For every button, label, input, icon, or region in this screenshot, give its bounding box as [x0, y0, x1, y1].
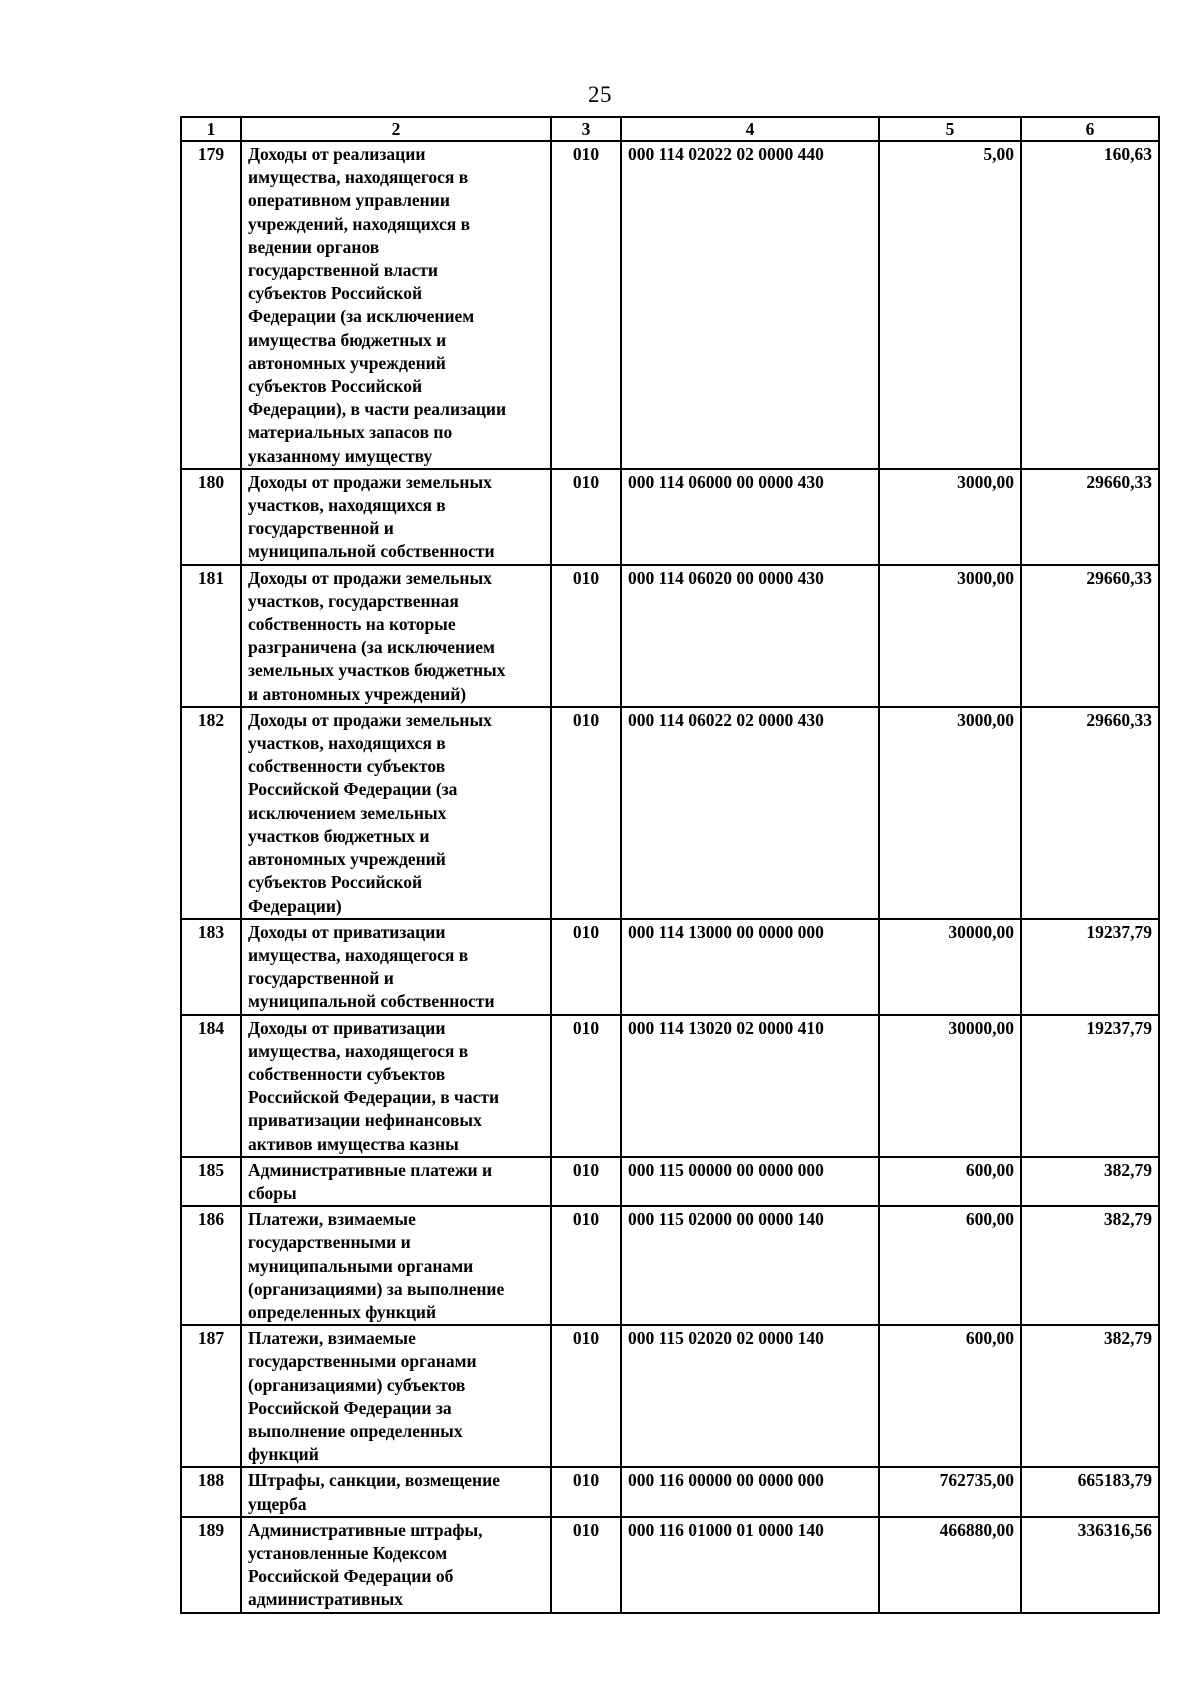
budget-classification-code-cell: 000 115 02020 02 0000 140	[621, 1325, 879, 1467]
revenue-name-line: Платежи, взимаемые	[248, 1209, 416, 1230]
budget-classification-code-cell: 000 116 01000 01 0000 140	[621, 1517, 879, 1613]
revenue-name-line: учреждений, находящихся в	[248, 213, 471, 234]
administrator-code-cell: 010	[551, 1157, 621, 1206]
revenue-name-line: имущества бюджетных и	[248, 329, 447, 350]
budget-classification-code-cell: 000 114 13020 02 0000 410	[621, 1015, 879, 1157]
revenue-name-line: государственной и	[248, 968, 394, 989]
table-row	[181, 1517, 1159, 1613]
revenue-name-line: и автономных учреждений)	[248, 683, 467, 704]
column-header: 2	[241, 117, 551, 141]
actual-amount-cell: 665183,79	[1021, 1467, 1159, 1516]
table-row	[181, 1157, 1159, 1206]
row-number-cell: 182	[181, 707, 241, 919]
revenue-name-line: автономных учреждений	[248, 849, 446, 870]
budget-classification-code-cell: 000 115 02000 00 0000 140	[621, 1206, 879, 1325]
administrator-code-cell: 010	[551, 141, 621, 469]
actual-amount-cell: 29660,33	[1021, 565, 1159, 707]
administrator-code-cell: 010	[551, 565, 621, 707]
revenue-name-cell	[241, 1325, 551, 1467]
actual-amount-cell: 382,79	[1021, 1325, 1159, 1467]
table-body	[181, 141, 1159, 1613]
revenue-name-line: административных	[248, 1589, 404, 1610]
revenue-name-line: государственной власти	[248, 260, 438, 281]
revenue-name-line: указанному имуществу	[248, 445, 433, 466]
revenue-name-line: Штрафы, санкции, возмещение	[248, 1470, 500, 1491]
table-row	[181, 141, 1159, 469]
administrator-code-cell: 010	[551, 919, 621, 1015]
row-number-cell: 187	[181, 1325, 241, 1467]
revenue-name-line: участков бюджетных и	[248, 825, 430, 846]
table-row	[181, 565, 1159, 707]
budget-classification-code-cell: 000 114 13000 00 0000 000	[621, 919, 879, 1015]
revenue-name-line: установленные Кодексом	[248, 1542, 448, 1563]
revenue-name-line: ведении органов	[248, 236, 380, 257]
revenue-name-line: Федерации)	[248, 895, 342, 916]
revenue-name-line: Федерации (за исключением	[248, 306, 475, 327]
row-number-cell: 181	[181, 565, 241, 707]
planned-amount-cell: 600,00	[879, 1206, 1021, 1325]
actual-amount-cell: 336316,56	[1021, 1517, 1159, 1613]
revenue-name-line: приватизации нефинансовых	[248, 1110, 482, 1131]
revenue-name-line: Доходы от продажи земельных	[248, 471, 492, 492]
row-number-cell: 186	[181, 1206, 241, 1325]
actual-amount-cell: 382,79	[1021, 1157, 1159, 1206]
revenue-name-line: выполнение определенных	[248, 1420, 463, 1441]
revenue-name-line: определенных функций	[248, 1301, 437, 1322]
revenue-name-line: муниципальной собственности	[248, 541, 495, 562]
budget-classification-code-cell: 000 114 06020 00 0000 430	[621, 565, 879, 707]
revenue-name-cell	[241, 707, 551, 919]
administrator-code-cell: 010	[551, 469, 621, 565]
revenue-name-line: Российской Федерации об	[248, 1566, 454, 1587]
revenue-name-cell	[241, 141, 551, 469]
administrator-code-cell: 010	[551, 707, 621, 919]
revenue-name-line: исключением земельных	[248, 802, 447, 823]
revenue-name-cell	[241, 1206, 551, 1325]
revenue-name-line: собственности субъектов	[248, 1063, 446, 1084]
column-number-header-row	[181, 117, 1159, 141]
actual-amount-cell: 29660,33	[1021, 707, 1159, 919]
revenue-name-cell	[241, 469, 551, 565]
planned-amount-cell: 3000,00	[879, 565, 1021, 707]
table-row	[181, 1325, 1159, 1467]
revenue-name-line: участков, находящихся в	[248, 495, 446, 516]
row-number-cell: 179	[181, 141, 241, 469]
revenue-name-line: оперативном управлении	[248, 190, 450, 211]
revenue-name-line: государственной и	[248, 518, 394, 539]
revenue-name-cell	[241, 1517, 551, 1613]
planned-amount-cell: 3000,00	[879, 469, 1021, 565]
actual-amount-cell: 29660,33	[1021, 469, 1159, 565]
revenue-name-line: активов имущества казны	[248, 1133, 459, 1154]
actual-amount-cell: 160,63	[1021, 141, 1159, 469]
table-row	[181, 919, 1159, 1015]
revenue-name-line: Российской Федерации (за	[248, 779, 458, 800]
row-number-cell: 180	[181, 469, 241, 565]
planned-amount-cell: 600,00	[879, 1157, 1021, 1206]
planned-amount-cell: 466880,00	[879, 1517, 1021, 1613]
revenue-name-cell	[241, 1015, 551, 1157]
row-number-cell: 184	[181, 1015, 241, 1157]
column-header: 4	[621, 117, 879, 141]
revenue-name-line: (организациями) субъектов	[248, 1374, 466, 1395]
planned-amount-cell: 3000,00	[879, 707, 1021, 919]
revenue-name-line: Доходы от продажи земельных	[248, 709, 492, 730]
budget-classification-code-cell: 000 114 06000 00 0000 430	[621, 469, 879, 565]
revenue-name-line: Российской Федерации за	[248, 1397, 452, 1418]
column-header: 1	[181, 117, 241, 141]
revenue-name-line: муниципальными органами	[248, 1255, 474, 1276]
revenue-name-line: (организациями) за выполнение	[248, 1278, 505, 1299]
row-number-cell: 185	[181, 1157, 241, 1206]
revenue-name-line: собственность на которые	[248, 614, 456, 635]
revenue-name-line: государственными и	[248, 1232, 411, 1253]
revenue-name-line: участков, находящихся в	[248, 733, 446, 754]
budget-classification-code-cell: 000 116 00000 00 0000 000	[621, 1467, 879, 1516]
planned-amount-cell: 30000,00	[879, 919, 1021, 1015]
planned-amount-cell: 30000,00	[879, 1015, 1021, 1157]
revenue-name-cell	[241, 919, 551, 1015]
budget-classification-code-cell: 000 114 06022 02 0000 430	[621, 707, 879, 919]
revenue-name-cell	[241, 1467, 551, 1516]
column-header: 5	[879, 117, 1021, 141]
column-header: 6	[1021, 117, 1159, 141]
row-number-cell: 189	[181, 1517, 241, 1613]
revenue-name-line: разграничена (за исключением	[248, 637, 495, 658]
page-number: 25	[588, 82, 612, 107]
revenue-name-line: государственными органами	[248, 1351, 477, 1372]
revenue-name-line: субъектов Российской	[248, 283, 423, 304]
revenue-name-line: имущества, находящегося в	[248, 167, 469, 188]
revenue-name-line: имущества, находящегося в	[248, 1040, 469, 1061]
revenue-table	[180, 116, 1160, 1614]
revenue-name-line: Доходы от продажи земельных	[248, 567, 492, 588]
budget-classification-code-cell: 000 114 02022 02 0000 440	[621, 141, 879, 469]
actual-amount-cell: 382,79	[1021, 1206, 1159, 1325]
revenue-name-cell	[241, 1157, 551, 1206]
row-number-cell: 188	[181, 1467, 241, 1516]
column-header: 3	[551, 117, 621, 141]
administrator-code-cell: 010	[551, 1325, 621, 1467]
revenue-name-line: автономных учреждений	[248, 352, 446, 373]
revenue-name-line: функций	[248, 1444, 319, 1465]
revenue-name-line: Административные платежи и	[248, 1159, 493, 1180]
budget-classification-code-cell: 000 115 00000 00 0000 000	[621, 1157, 879, 1206]
actual-amount-cell: 19237,79	[1021, 1015, 1159, 1157]
revenue-name-line: материальных запасов по	[248, 422, 453, 443]
revenue-name-line: Административные штрафы,	[248, 1519, 483, 1540]
administrator-code-cell: 010	[551, 1015, 621, 1157]
revenue-name-line: Российской Федерации, в части	[248, 1087, 500, 1108]
revenue-name-line: имущества, находящегося в	[248, 944, 469, 965]
row-number-cell: 183	[181, 919, 241, 1015]
revenue-name-line: собственности субъектов	[248, 756, 446, 777]
revenue-name-line: земельных участков бюджетных	[248, 660, 506, 681]
revenue-name-line: сборы	[248, 1182, 297, 1203]
revenue-name-line: ущерба	[248, 1493, 307, 1514]
administrator-code-cell: 010	[551, 1467, 621, 1516]
revenue-name-line: Доходы от приватизации	[248, 1017, 446, 1038]
revenue-name-line: муниципальной собственности	[248, 991, 495, 1012]
table-row	[181, 1467, 1159, 1516]
revenue-name-line: субъектов Российской	[248, 872, 423, 893]
revenue-name-line: Доходы от приватизации	[248, 921, 446, 942]
administrator-code-cell: 010	[551, 1206, 621, 1325]
revenue-name-line: Платежи, взимаемые	[248, 1328, 416, 1349]
planned-amount-cell: 762735,00	[879, 1467, 1021, 1516]
revenue-name-cell	[241, 565, 551, 707]
revenue-name-line: Федерации), в части реализации	[248, 399, 507, 420]
revenue-name-line: участков, государственная	[248, 590, 459, 611]
table-row	[181, 707, 1159, 919]
planned-amount-cell: 5,00	[879, 141, 1021, 469]
table-row	[181, 469, 1159, 565]
actual-amount-cell: 19237,79	[1021, 919, 1159, 1015]
table-row	[181, 1015, 1159, 1157]
table-row	[181, 1206, 1159, 1325]
revenue-name-line: субъектов Российской	[248, 376, 423, 397]
administrator-code-cell: 010	[551, 1517, 621, 1613]
revenue-name-line: Доходы от реализации	[248, 144, 426, 164]
planned-amount-cell: 600,00	[879, 1325, 1021, 1467]
